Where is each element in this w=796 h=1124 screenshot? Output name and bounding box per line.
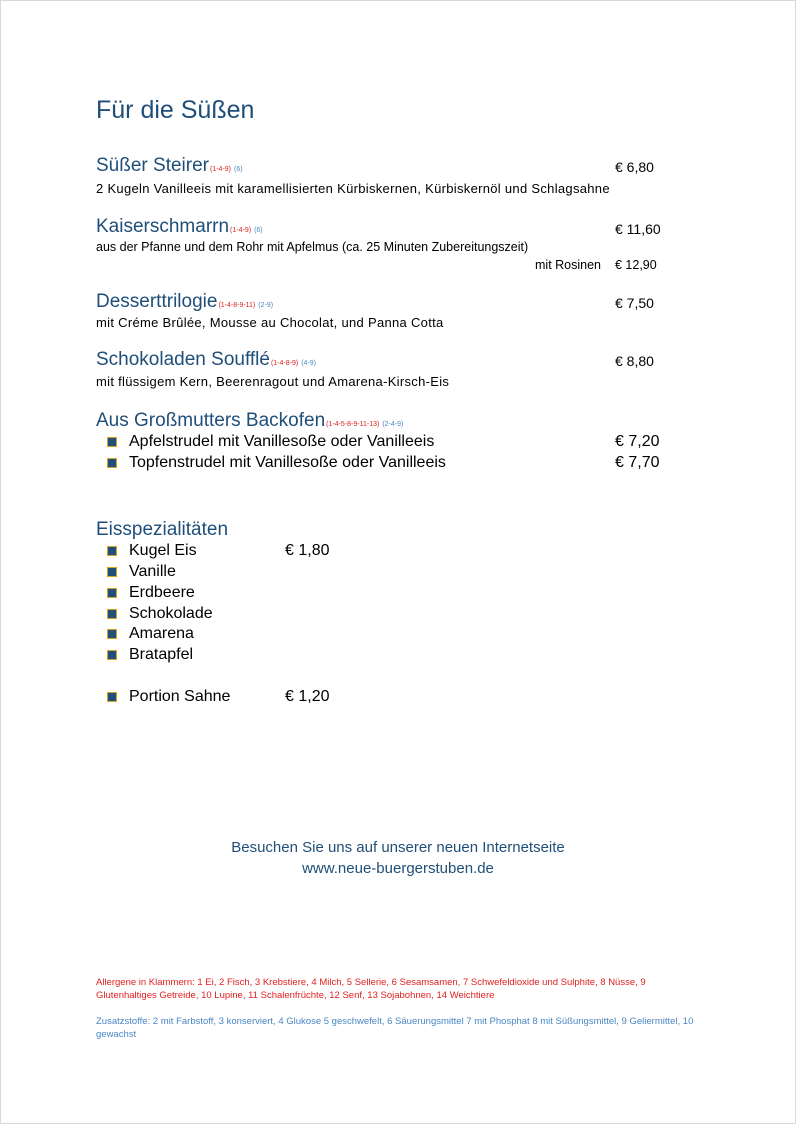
allergen-codes: (1-4-9) [230,227,252,234]
square-bullet-icon [107,588,117,598]
website-link[interactable]: www.neue-buergerstuben.de [302,860,494,877]
square-bullet-icon [107,650,117,660]
list-item-label: Portion Sahne [129,688,231,705]
list-item-label: Vanille [129,563,176,580]
additive-codes: (2-4-9) [382,421,404,428]
menu-item-description: aus der Pfanne und dem Rohr mit Apfelmus (ca. 25 Minuten Zubereitungszeit) [96,240,529,254]
list-item-label: Kugel Eis [129,542,197,559]
menu-item-price: € 7,50 [615,295,654,311]
list-item-price: € 7,20 [615,433,660,450]
list-item-label: Apfelstrudel mit Vanillesoße oder Vanilleeis [129,433,435,450]
square-bullet-icon [107,458,117,468]
menu-item-name: Süßer Steirer(1-4-9) (6) [96,155,243,176]
section-heading-backofen: Aus Großmutters Backofen(1-4-5-8-9-11-13) (2-4-9) [96,410,404,431]
list-item-price: € 1,20 [285,688,330,705]
additive-codes: (4-9) [301,360,316,367]
menu-item-name: Desserttrilogie(1-4-8-9-11) (2-9) [96,291,274,312]
menu-item-description: mit Créme Brûlée, Mousse au Chocolat, und Panna Cotta [96,315,444,330]
additive-legend: Zusatzstoffe: 2 mit Farbstoff, 3 konserviert, 4 Glukose 5 geschwefelt, 6 Säuerungsmittel 7 mit Phosphat 8 mit Süßungsmittel, 9 Geliermittel, 10 gewachst [96,1016,694,1040]
list-item-label: Schokolade [129,605,213,622]
menu-item-price: € 8,80 [615,353,654,369]
additive-codes: (6) [254,227,263,234]
menu-item-extra-label: mit Rosinen [535,258,601,272]
list-item-label: Bratapfel [129,646,194,663]
square-bullet-icon [107,546,117,556]
list-item-price: € 1,80 [285,542,330,559]
allergen-codes: (1-4-9) [209,166,231,173]
square-bullet-icon [107,629,117,639]
menu-item-price: € 11,60 [615,221,661,237]
menu-item-description: 2 Kugeln Vanilleeis mit karamellisierten Kürbiskernen, Kürbiskernöl und Schlagsahne [96,181,610,196]
footer-text: Besuchen Sie uns auf unserer neuen Internetseite [231,839,565,856]
menu-item-name: Kaiserschmarrn(1-4-9) (6) [96,216,263,237]
square-bullet-icon [107,437,117,447]
allergen-legend: Allergene in Klammern: 1 Ei, 2 Fisch, 3 Krebstiere, 4 Milch, 5 Sellerie, 6 Sesamsamen, 7 Schwefeldioxide und Sulphite, 8 Nüsse, 9 Glutenhaltiges Getreide, 10 Lupine, 11 Schalenfrüchte, 12 Senf, 13 Sojabohnen, 14 Weichtiere [96,977,646,1001]
menu-item-description: mit flüssigem Kern, Beerenragout und Amarena-Kirsch-Eis [96,374,450,389]
menu-item-extra-price: € 12,90 [615,258,657,272]
page-title: Für die Süßen [96,96,255,124]
menu-item-name: Schokoladen Soufflé(1-4-8-9) (4-9) [96,349,316,370]
menu-item-price: € 6,80 [615,159,654,175]
square-bullet-icon [107,567,117,577]
square-bullet-icon [107,692,117,702]
list-item-price: € 7,70 [615,454,660,471]
list-item-label: Erdbeere [129,584,195,601]
allergen-codes: (1-4-8-9-11) [218,302,256,309]
allergen-codes: (1-4-5-8-9-11-13) [326,421,380,428]
additive-codes: (2-9) [258,302,274,309]
list-item-label: Amarena [129,625,194,642]
section-heading-eis: Eisspezialitäten [96,519,229,540]
square-bullet-icon [107,609,117,619]
list-item-label: Topfenstrudel mit Vanillesoße oder Vanilleeis [129,454,446,471]
allergen-codes: (1-4-8-9) [270,360,299,367]
additive-codes: (6) [234,166,243,173]
